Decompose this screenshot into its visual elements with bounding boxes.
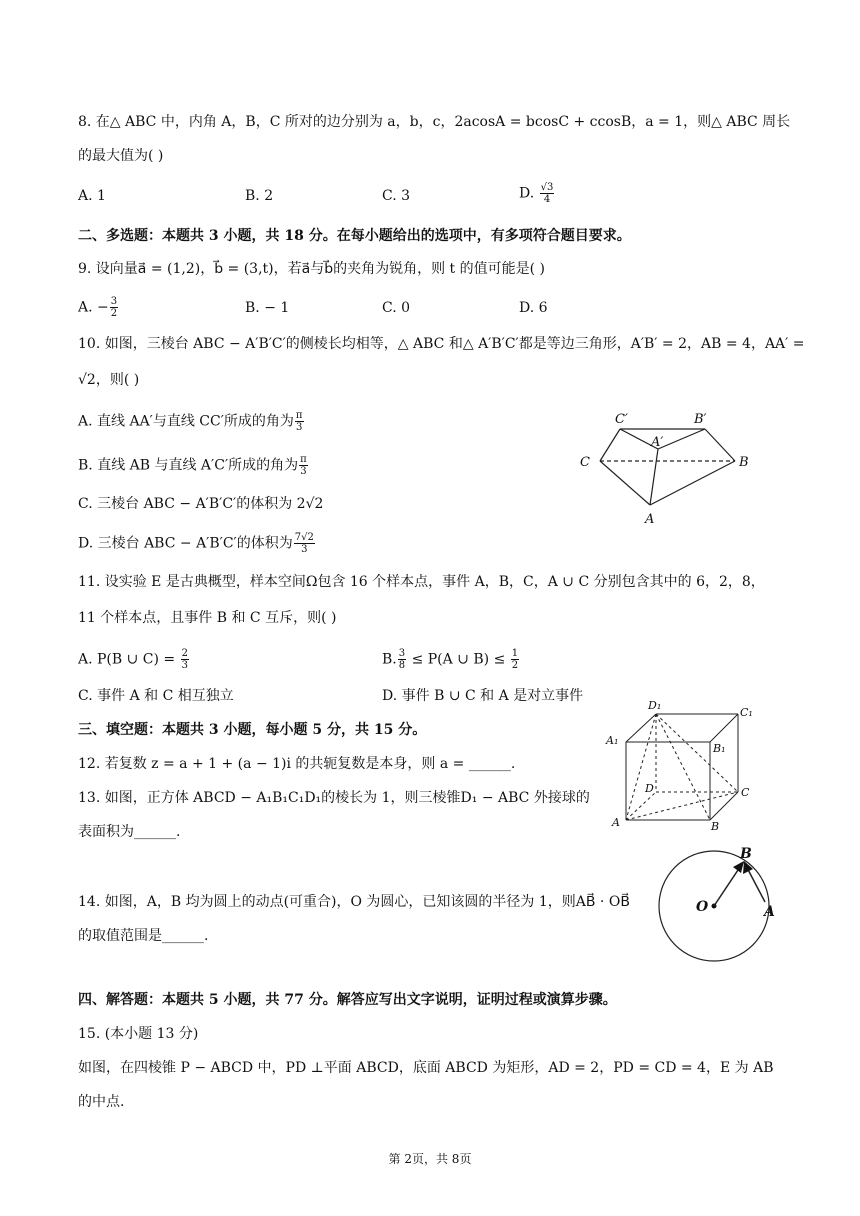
label-c1: C′ bbox=[615, 412, 628, 427]
edge-b1-c1 bbox=[710, 714, 738, 742]
q14-line1: 14. 如图，A，B 均为圆上的动点(可重合)，O 为圆心，已知该圆的半径为 1，则AB⃗ · OB⃗ bbox=[78, 894, 630, 910]
q14-circle-figure bbox=[652, 846, 787, 966]
q8-option-d-fraction: $\frac{√3}{4}$ bbox=[540, 182, 554, 205]
q8-option-a: A. 1 bbox=[78, 188, 106, 204]
q11-line2: 11 个样本点，且事件 B 和 C 互斥，则( ) bbox=[78, 610, 337, 626]
q8-option-d bbox=[519, 182, 555, 205]
edge-b-c bbox=[710, 792, 738, 820]
label-b1: B′ bbox=[694, 412, 707, 427]
edge-a1-a bbox=[650, 449, 658, 505]
label-a1: A₁ bbox=[606, 734, 619, 747]
q11-option-c: C. 事件 A 和 C 相互独立 bbox=[78, 688, 234, 704]
q15-line2: 的中点. bbox=[78, 1094, 125, 1110]
section-3-heading: 三、填空题：本题共 3 小题，每小题 5 分，共 15 分。 bbox=[78, 722, 427, 738]
arrow-ob-head bbox=[733, 861, 744, 873]
q13-line2: 表面积为______. bbox=[78, 824, 181, 840]
label-b: B bbox=[711, 820, 720, 833]
label-c: C bbox=[580, 455, 590, 470]
label-c: C bbox=[741, 786, 750, 799]
edge-c-c1 bbox=[600, 429, 620, 461]
q11-option-a: A. P(B ∪ C) = $\frac{2}{3}$ bbox=[78, 648, 188, 671]
q8-option-b: B. 2 bbox=[245, 188, 274, 204]
section-2-heading: 二、多选题：本题共 3 小题，共 18 分。在每小题给出的选项中，有多项符合题目要求。 bbox=[78, 228, 631, 244]
section-4-heading: 四、解答题：本题共 5 小题，共 77 分。解答应写出文字说明，证明过程或演算步骤。 bbox=[78, 992, 617, 1008]
edge-d1-a-hidden bbox=[626, 714, 656, 820]
q15-line1: 如图，在四棱锥 P − ABCD 中，PD ⊥平面 ABCD，底面 ABCD 为矩形，AD = 2，PD = CD = 4，E 为 AB bbox=[78, 1060, 774, 1076]
edge-a1-b1 bbox=[658, 429, 705, 449]
edge-a1-d1 bbox=[626, 714, 656, 742]
edge-a-c-hidden bbox=[626, 792, 738, 820]
edge-d1-b-hidden bbox=[656, 714, 710, 820]
q13-cube-figure bbox=[600, 698, 765, 833]
label-a: A bbox=[645, 512, 655, 527]
q9-option-d: D. 6 bbox=[519, 300, 548, 316]
q10-line1: 10. 如图，三棱台 ABC − A′B′C′的侧棱长均相等，△ ABC 和△ A′B′C′都是等边三角形，A′B′ = 2，AB = 4，AA′ = bbox=[78, 336, 805, 352]
page-footer: 第 2页，共 8页 bbox=[388, 1152, 472, 1166]
q11-option-d: D. 事件 B ∪ C 和 A 是对立事件 bbox=[382, 688, 584, 704]
q9-line: 9. 设向量a⃗ = (1,2)，b⃗ = (3,t)，若a⃗与b⃗的夹角为锐角，则 t 的值可能是( ) bbox=[78, 261, 545, 277]
edge-a-d-hidden bbox=[626, 792, 656, 820]
q10-option-d: D. 三棱台 ABC − A′B′C′的体积为 $\frac{7√2}{3}$ bbox=[78, 532, 314, 555]
label-a1: A′ bbox=[651, 435, 664, 450]
q13-line1: 13. 如图，正方体 ABCD − A₁B₁C₁D₁的棱长为 1，则三棱锥D₁ − ABC 外接球的 bbox=[78, 790, 590, 806]
vector-ob bbox=[714, 867, 740, 906]
q12-line: 12. 若复数 z = a + 1 + (a − 1)i 的共轭复数是本身，则 a = ______. bbox=[78, 756, 516, 772]
q8-option-d-label: D. bbox=[519, 185, 539, 202]
q11-option-b: B. $\frac{3}{8}$ ≤ P(A ∪ B) ≤ $\frac{1}{2}$ bbox=[382, 648, 519, 671]
label-a: A bbox=[764, 904, 775, 920]
q8-option-c: C. 3 bbox=[382, 188, 411, 204]
label-b: B bbox=[739, 455, 749, 470]
edge-c-a bbox=[600, 461, 650, 505]
q9-option-a: A. − $\frac{3}{2}$ bbox=[78, 296, 118, 319]
q9-option-b: B. − 1 bbox=[245, 300, 290, 316]
q14-line2: 的取值范围是______. bbox=[78, 928, 209, 944]
label-d1: D₁ bbox=[648, 699, 662, 712]
q10-frustum-figure bbox=[570, 405, 760, 530]
q10-line2: √2，则( ) bbox=[78, 372, 140, 388]
q11-line1: 11. 设实验 E 是古典概型，样本空间Ω包含 16 个样本点，事件 A，B，C，A ∪ C 分别包含其中的 6，2，8， bbox=[78, 574, 765, 590]
label-b1: B₁ bbox=[713, 742, 726, 755]
q10-option-c: C. 三棱台 ABC − A′B′C′的体积为 2√2 bbox=[78, 496, 324, 512]
label-d: D bbox=[645, 782, 654, 795]
label-o: O bbox=[696, 899, 709, 915]
label-b: B bbox=[740, 846, 752, 862]
q9-option-c: C. 0 bbox=[382, 300, 411, 316]
q8-line1: 8. 在△ ABC 中，内角 A，B，C 所对的边分别为 a，b，c，2acosA = bcosC + ccosB，a = 1，则△ ABC 周长 bbox=[78, 114, 791, 130]
q10-option-b: B. 直线 AB 与直线 A′C′所成的角为 $\frac{\pi}{3}$ bbox=[78, 454, 307, 477]
label-c1: C₁ bbox=[740, 706, 753, 719]
q10-option-a: A. 直线 AA′与直线 CC′所成的角为 $\frac{\pi}{3}$ bbox=[78, 410, 303, 433]
label-a: A bbox=[612, 816, 620, 829]
edge-b1-b bbox=[705, 429, 735, 461]
q8-line2: 的最大值为( ) bbox=[78, 148, 164, 164]
edge-a-b bbox=[650, 461, 735, 505]
q15-heading: 15. (本小题 13 分) bbox=[78, 1026, 199, 1042]
